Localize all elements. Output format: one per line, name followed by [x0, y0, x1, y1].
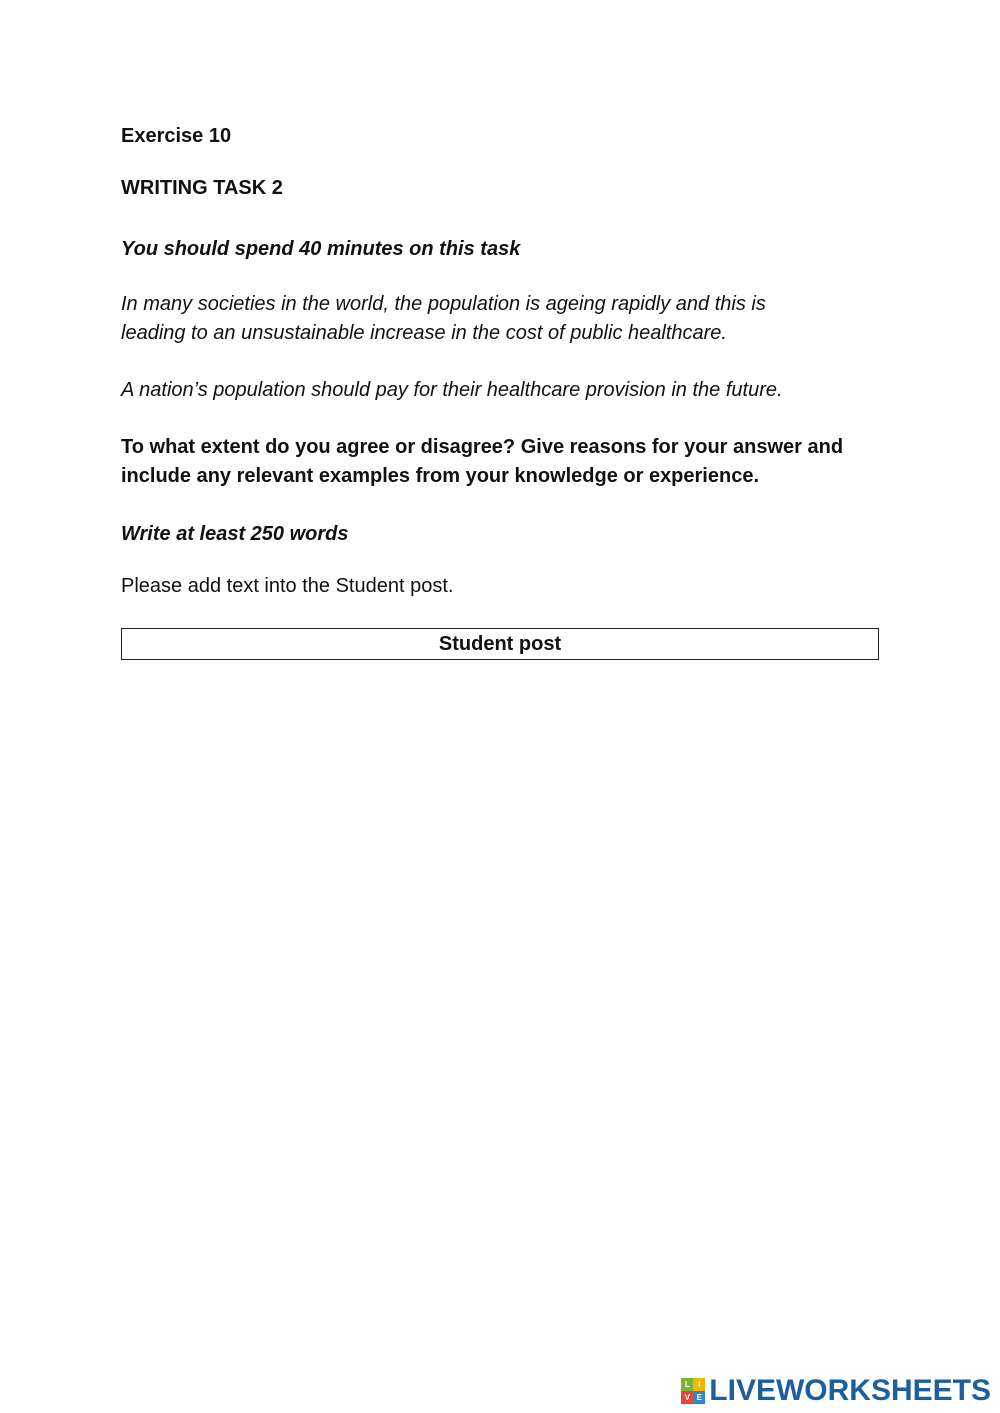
liveworksheets-logo-icon: [681, 1378, 705, 1404]
logo-letter-i: I: [693, 1378, 705, 1391]
task-statement: A nation’s population should pay for their healthcare provision in the future.: [121, 379, 783, 401]
liveworksheets-brand: [681, 1375, 991, 1407]
context-line: In many societies in the world, the population is ageing rapidly and this is: [121, 293, 766, 315]
word-count-instruction: Write at least 250 words: [121, 523, 349, 545]
context-line: leading to an unsustainable increase in the cost of public healthcare.: [121, 322, 727, 344]
time-instruction: You should spend 40 minutes on this task: [121, 238, 521, 260]
student-post-box[interactable]: [121, 628, 879, 660]
question-line: include any relevant examples from your knowledge or experience.: [121, 465, 760, 487]
post-instruction: Please add text into the Student post.: [121, 575, 454, 597]
logo-letter-e: E: [693, 1391, 705, 1404]
liveworksheets-logo-text: LIVEWORKSHEETS: [709, 1374, 991, 1407]
exercise-title: Exercise 10: [121, 125, 232, 147]
question-line: To what extent do you agree or disagree? Give reasons for your answer and: [121, 436, 844, 458]
worksheet-page: [121, 0, 879, 1413]
student-post-label: Student post: [438, 632, 562, 655]
task-title: WRITING TASK 2: [121, 177, 283, 199]
logo-letter-v: V: [681, 1391, 693, 1404]
logo-letter-l: L: [681, 1378, 693, 1391]
